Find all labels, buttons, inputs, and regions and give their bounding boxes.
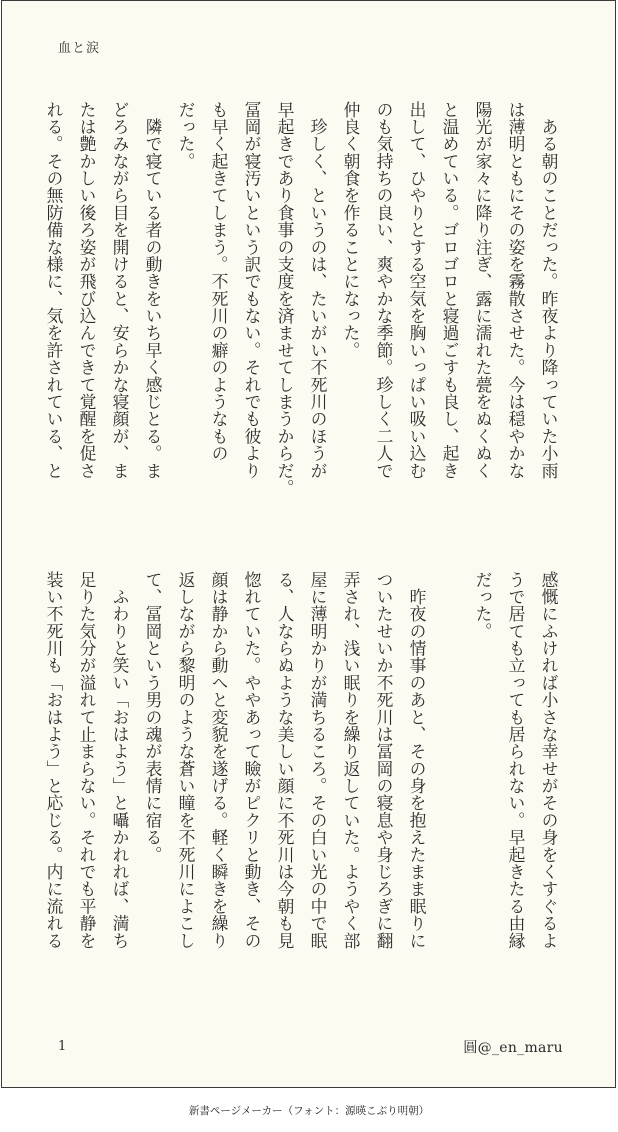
text-block-top [37, 101, 565, 521]
text-column: 屋に薄明かりが満ちるころ。その白い光の中で眠 [308, 571, 328, 950]
generator-credit: 新書ページメーカー（フォント：源暎こぶり明朝） [188, 1105, 430, 1117]
text-column: うで居ても立っても居られない。早起きたる由縁 [506, 571, 526, 950]
text-column: のも気持ちの良い、爽やかな季節。珍しく二人で [374, 101, 394, 480]
text-column: 昨夜の情事のあと、その身を抱えたまま眠りに [407, 571, 427, 950]
text-column: 仲良く朝食を作ることになった。 [341, 101, 361, 359]
text-column: 隣で寝ている者の動きをいち早く感じとる。ま [143, 101, 163, 480]
blank-column [433, 571, 466, 991]
text-column: 出して、ひやりとする空気を胸いっぱい吸い込む [407, 101, 427, 480]
text-column: 装い不死川も「おはよう」と応じる。内に流れる [44, 571, 64, 950]
text-column: 足りた気分が溢れて止まらない。それでも平静を [77, 571, 97, 950]
text-column: ある朝のことだった。昨夜より降っていた小雨 [539, 101, 559, 480]
text-column: て、冨岡という男の魂が表情に宿る。 [143, 571, 163, 864]
text-column: 惚れていた。ややあって瞼がピクリと動き、その [242, 571, 262, 950]
book-page [1, 0, 616, 1088]
text-column: だった。 [176, 101, 196, 170]
text-column: たは艶かしい後ろ姿が飛び込んできて覚醒を促さ [77, 101, 97, 480]
text-column: 弄され、浅い眠りを繰り返していた。ようやく部 [341, 571, 361, 950]
page-number: 1 [58, 1039, 67, 1054]
text-column: は薄明ともにその姿を霧散させた。今は穏やかな [506, 101, 526, 480]
text-column: れる。その無防備な様に、気を許されている、と [44, 101, 64, 480]
text-column: だった。 [473, 571, 493, 640]
text-column: ふわりと笑い「おはよう」と囁かれれば、満ち [110, 571, 130, 950]
author-handle: 圓@_en_maru [463, 1040, 563, 1056]
text-column: 冨岡が寝汚いという訳でもない。それでも彼より [242, 101, 262, 480]
text-column: 返しながら黎明のような蒼い瞳を不死川によこし [176, 571, 196, 950]
text-block-bottom [37, 571, 565, 991]
text-column: 珍しく、というのは、たいがい不死川のほうが [308, 101, 328, 480]
text-column: どろみながら目を開けると、安らかな寝顔が、ま [110, 101, 130, 480]
text-column: と温めている。ゴロゴロと寝過ごすも良し、起き [440, 101, 460, 480]
text-column: 顔は静から動へと変貌を遂げる。軽く瞬きを繰り [209, 571, 229, 950]
text-column: も早く起きてしまう。不死川の癖のようなもの [209, 101, 229, 462]
text-column: ついたせいか不死川は冨岡の寝息や身じろぎに翻 [374, 571, 394, 950]
running-title: 血と涙 [58, 41, 101, 56]
text-column: 陽光が家々に降り注ぎ、露に濡れた甍をぬくぬく [473, 101, 493, 480]
text-column: る、人ならぬような美しい顔に不死川は今朝も見 [275, 571, 295, 950]
text-column: 感慨にふければ小さな幸せがその身をくすぐるよ [539, 571, 559, 950]
text-column: 早起きであり食事の支度を済ませてしまうからだ。 [275, 101, 295, 497]
